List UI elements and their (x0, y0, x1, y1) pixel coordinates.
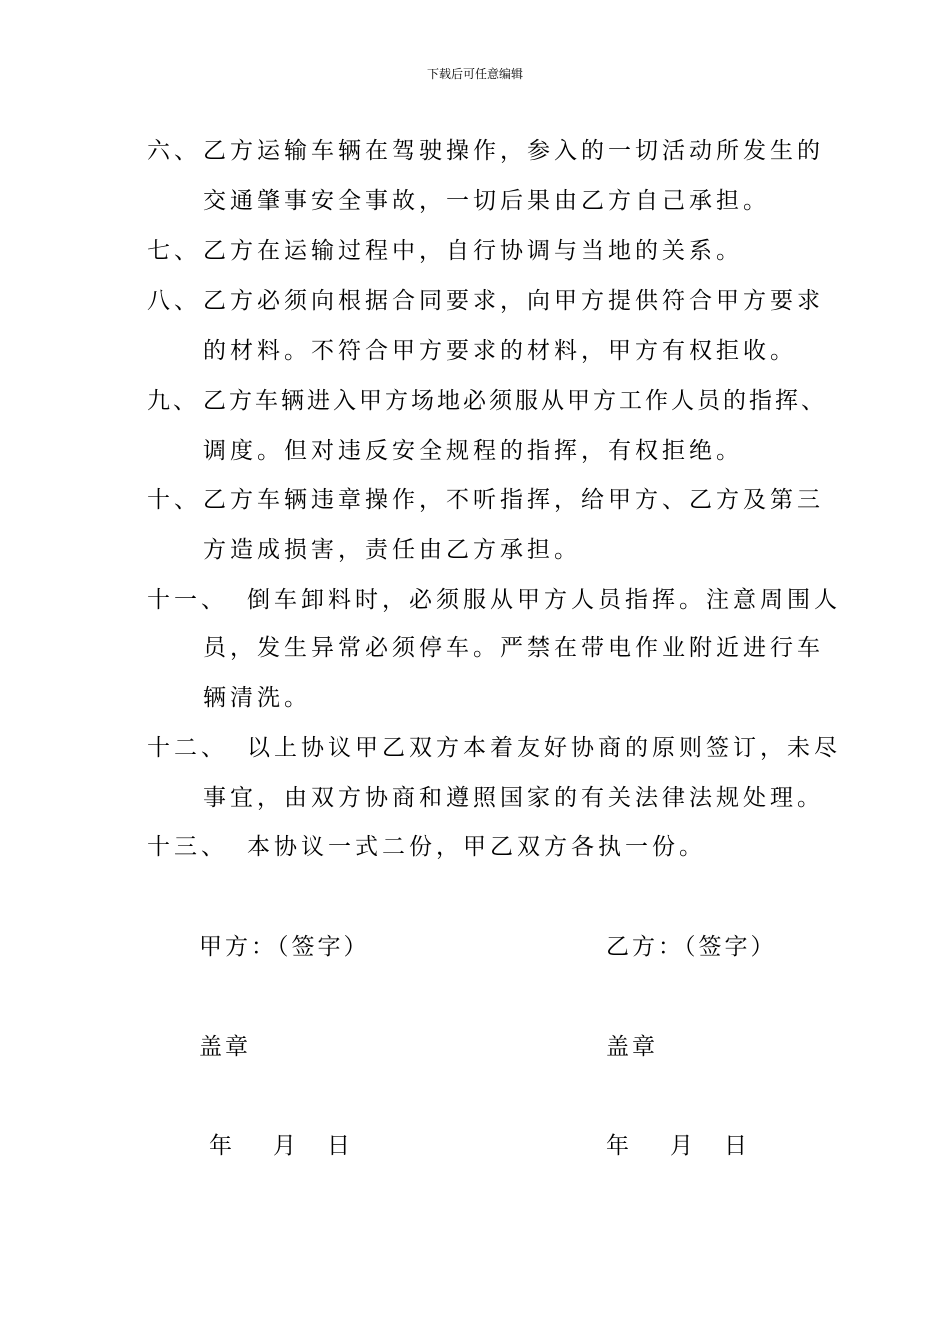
clause-9-line-2: 调度。但对违反安全规程的指挥，有权拒绝。 (203, 438, 743, 464)
clause-number: 十、 (147, 487, 201, 513)
day-label: 日 (327, 1133, 353, 1159)
clause-text: 乙方运输车辆在驾驶操作，参入的一切活动所发生的 (203, 138, 824, 164)
clause-6-line-2: 交通肇事安全事故，一切后果由乙方自己承担。 (203, 188, 770, 214)
day-label: 日 (724, 1133, 750, 1159)
clause-text: 乙方在运输过程中，自行协调与当地的关系。 (203, 238, 743, 264)
clause-6-line-1 (147, 136, 824, 166)
clause-12-line-2: 事宜，由双方协商和遵照国家的有关法律法规处理。 (203, 785, 824, 811)
clause-text: 以上协议甲乙双方本着友好协商的原则签订，未尽 (247, 735, 841, 761)
clause-7-line-1 (147, 236, 743, 266)
clause-text: 乙方车辆进入甲方场地必须服从甲方工作人员的指挥、 (203, 388, 827, 414)
clause-number: 十二、 (147, 735, 228, 761)
party-a-signature: 甲方：（签字） (199, 934, 370, 960)
clause-text: 本协议一式二份，甲乙双方各执一份。 (247, 834, 706, 860)
clause-8-line-2: 的材料。不符合甲方要求的材料，甲方有权拒收。 (203, 338, 797, 364)
clause-10-line-2: 方造成损害，责任由乙方承担。 (203, 537, 581, 563)
year-label: 年 (209, 1133, 235, 1159)
clause-8-line-1 (147, 286, 824, 316)
clause-11-line-2: 员，发生异常必须停车。严禁在带电作业附近进行车 (203, 635, 824, 661)
clause-text: 乙方必须向根据合同要求，向甲方提供符合甲方要求 (203, 288, 824, 314)
clause-number: 八、 (147, 288, 201, 314)
clause-9-line-1 (147, 386, 827, 416)
month-label: 月 (273, 1133, 299, 1159)
page-header: 下载后可任意编辑 (426, 67, 523, 81)
clause-11-line-3: 辆清洗。 (203, 685, 311, 711)
clause-number: 十三、 (147, 834, 228, 860)
party-b-seal: 盖章 (606, 1034, 658, 1060)
month-label: 月 (670, 1133, 696, 1159)
clause-number: 七、 (147, 238, 201, 264)
party-a-seal: 盖章 (199, 1034, 251, 1060)
clause-10-line-1 (147, 485, 824, 515)
clause-12-line-1 (147, 733, 841, 763)
party-b-signature: 乙方：（签字） (606, 934, 777, 960)
clause-text: 乙方车辆违章操作，不听指挥，给甲方、乙方及第三 (203, 487, 824, 513)
clause-number: 九、 (147, 388, 199, 414)
clause-11-line-1 (147, 585, 841, 615)
year-label: 年 (606, 1133, 632, 1159)
clause-text: 倒车卸料时，必须服从甲方人员指挥。注意周围人 (247, 587, 841, 613)
party-a-date (209, 1131, 353, 1161)
clause-number: 十一、 (147, 587, 228, 613)
clause-number: 六、 (147, 138, 201, 164)
party-b-date (606, 1131, 750, 1161)
clause-13-line-1 (147, 832, 706, 862)
